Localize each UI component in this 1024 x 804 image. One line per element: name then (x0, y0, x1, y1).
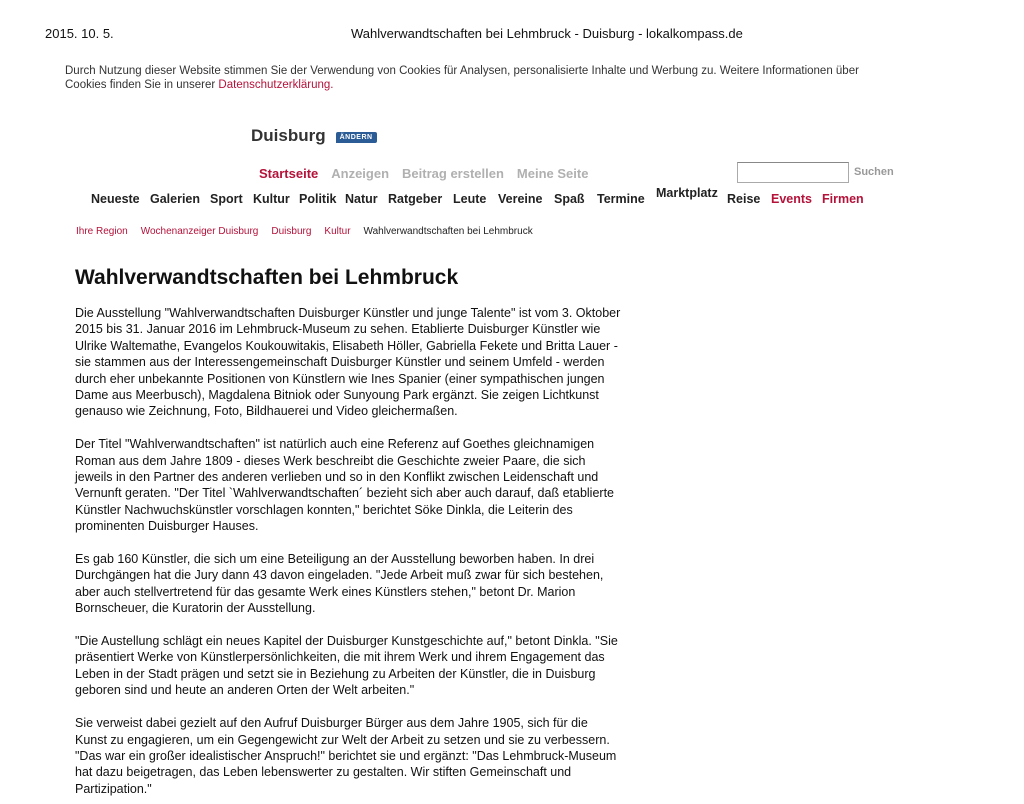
category-neueste[interactable]: Neueste (91, 192, 140, 206)
print-date: 2015. 10. 5. (45, 26, 114, 41)
category-termine[interactable]: Termine (597, 192, 645, 206)
article-paragraph: Die Ausstellung "Wahlverwandtschaften Duisburger Künstler und junge Talente" ist vom 3. Oktober 2015 bis 31. Januar 2016 im Lehmbruck-Museum zu sehen. Etablierte Duisburger Künstler wie Ulrike Waltemathe, Evangelos Koukouwitakis, Elisabeth Höller, Gabriella Fekete und Britta Lauer - sie stammen aus der Interessengemeinschaft Duisburger Künstler und seinem Umfeld - werden durch eher unbekannte Positionen von Künstlern wie Ines Spanier (einer sympathischen jungen Dame aus Meerbusch), Magdalena Bitniok oder Sunyoung Park ergänzt. Sie zeigen Lichtkunst genauso wie Zeichnung, Foto, Bildhauerei und Video gleichermaßen. (75, 306, 621, 419)
category-natur[interactable]: Natur (345, 192, 378, 206)
category-kultur[interactable]: Kultur (253, 192, 290, 206)
privacy-policy-link[interactable]: Datenschutzerklärung. (218, 78, 334, 91)
search-button[interactable]: Suchen (854, 166, 894, 178)
article-body (75, 305, 623, 804)
nav-beitrag-erstellen[interactable]: Beitrag erstellen (402, 166, 504, 181)
city-selector (251, 126, 377, 146)
cookie-notice-text: Durch Nutzung dieser Website stimmen Sie der Verwendung von Cookies für Analysen, personalisierte Inhalte und Werbung zu. Weitere Informationen über Cookies finden Sie in unserer (65, 65, 859, 91)
search-input[interactable] (737, 162, 849, 183)
category-galerien[interactable]: Galerien (150, 192, 201, 206)
print-page-title: Wahlverwandtschaften bei Lehmbruck - Duisburg - lokalkompass.de (351, 26, 743, 41)
category-firmen[interactable]: Firmen (822, 192, 864, 206)
category-ratgeber[interactable]: Ratgeber (388, 192, 443, 206)
category-spass[interactable]: Spaß (554, 192, 585, 206)
nav-meine-seite[interactable]: Meine Seite (516, 166, 589, 181)
breadcrumb-ihre-region[interactable]: Ihre Region (76, 226, 128, 237)
category-sport[interactable]: Sport (210, 192, 243, 206)
print-header (0, 26, 1024, 42)
breadcrumb-duisburg[interactable]: Duisburg (271, 226, 312, 237)
category-politik[interactable]: Politik (299, 192, 337, 206)
nav-anzeigen[interactable]: Anzeigen (331, 166, 390, 181)
breadcrumb-kultur[interactable]: Kultur (324, 226, 351, 237)
breadcrumb-current: Wahlverwandtschaften bei Lehmbruck (363, 226, 533, 237)
nav-startseite[interactable]: Startseite (259, 166, 319, 181)
article-paragraph: Der Titel "Wahlverwandtschaften" ist natürlich auch eine Referenz auf Goethes gleichnamigen Roman aus dem Jahre 1809 - dieses Werk beschreibt die Geschichte zweier Paare, die sich jeweils in den Partner des anderen verlieben und so in den Konflikt zwischen Leidenschaft und Vernunft geraten. "Der Titel `Wahlverwandtschaften´ bezieht sich aber auch darauf, daß etablierte Künstler Nachwuchskünstler vorschlagen konnten," berichtet Söke Dinkla, die Leiterin des prominenten Duisburger Hauses. (75, 437, 614, 534)
breadcrumb (76, 226, 533, 238)
category-marktplatz[interactable]: Marktplatz (656, 186, 718, 200)
category-events[interactable]: Events (771, 192, 812, 206)
category-leute[interactable]: Leute (453, 192, 487, 206)
change-city-button[interactable]: ÄNDERN (336, 132, 377, 143)
top-navigation (259, 166, 588, 182)
city-name: Duisburg (251, 126, 326, 145)
breadcrumb-wochenanzeiger[interactable]: Wochenanzeiger Duisburg (140, 226, 259, 237)
article-paragraph: Sie verweist dabei gezielt auf den Aufruf Duisburger Bürger aus dem Jahre 1905, sich für die Kunst zu engagieren, um ein Gegengewicht zur Welt der Arbeit zu setzen und sie zu verbessern. "Das war ein großer idealistischer Anspruch!" berichtet sie und ergänzt: "Das Lehmbruck-Museum hat dazu beigetragen, das Leben lebenswerter zu gestalten. Wir stiften Gemeinschaft und Partizipation." (75, 716, 617, 796)
article-paragraph: Es gab 160 Künstler, die sich um eine Beteiligung an der Ausstellung beworben haben. In drei Durchgängen hat die Jury dann 43 davon eingeladen. "Jede Arbeit muß zwar für sich bestehen, aber auch stellvertretend für das gesamte Werk eines Künstlers stehen," betont Dr. Marion Bornscheuer, die Kuratorin der Ausstellung. (75, 552, 604, 616)
article-paragraph: "Die Austellung schlägt ein neues Kapitel der Duisburger Kunstgeschichte auf," betont Dinkla. "Sie präsentiert Werke von Künstlerpersönlichkeiten, die mit ihrem Werk und ihrem Engagement das Leben in der Stadt prägen und setzt sie in Beziehung zu Arbeiten der Künstler, die in Duisburg geboren sind und heute an anderen Orten der Welt arbeiten." (75, 634, 618, 698)
article-title: Wahlverwandtschaften bei Lehmbruck (75, 266, 459, 289)
category-reise[interactable]: Reise (727, 192, 761, 206)
category-vereine[interactable]: Vereine (498, 192, 543, 206)
cookie-notice (65, 65, 865, 92)
